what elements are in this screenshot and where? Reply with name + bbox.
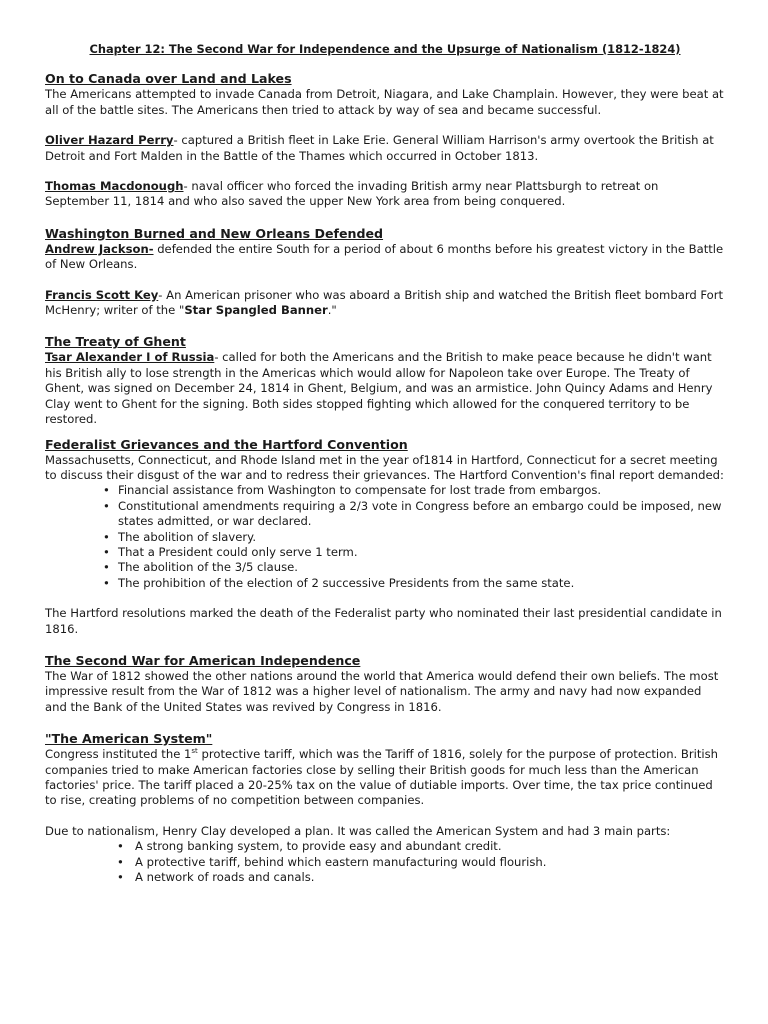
section-canada xyxy=(45,70,725,209)
term-definition-end: ." xyxy=(327,303,337,318)
term-definition: - captured a British fleet in Lake Erie. General William Harrison's army overtook the British at Detroit and Fort Malden in the Battle of the Thames which occurred in October 1813. xyxy=(45,133,714,163)
text-run: protective tariff, which was the Tariff of 1816, solely for the purpose of protection. British companies tried to make American factories close by selling their British goods for much less than the American factories' price. The tariff placed a 20-25% tax on the value of dutiable imports. Over time, the tax price continued to rise, creating problems of no competition between companies. xyxy=(45,747,719,808)
paragraph: Massachusetts, Connecticut, and Rhode Island met in the year of1814 in Hartford, Connecticut for a secret meeting to discuss their disgust of the war and to redress their grievances. The Hartford Convention's final report demanded: xyxy=(45,452,724,482)
paragraph: The Hartford resolutions marked the death of the Federalist party who nominated their last presidential candidate in 1816. xyxy=(45,606,722,636)
term-definition: defended the entire South for a period of about 6 months before his greatest victory in the Battle of New Orleans. xyxy=(45,241,724,272)
term: Oliver Hazard Perry xyxy=(45,133,174,148)
list-item: • A protective tariff, behind which eastern manufacturing would flourish. xyxy=(45,855,725,870)
list-item: • Constitutional amendments requiring a 2/3 vote in Congress before an embargo could be imposed, new states admitted, or war declared. xyxy=(45,499,725,530)
superscript: st xyxy=(191,747,198,756)
term-paragraph-key xyxy=(45,288,725,319)
list-item: • A network of roads and canals. xyxy=(45,870,725,885)
section-heading: Federalist Grievances and the Hartford Convention xyxy=(45,436,408,452)
section-ghent xyxy=(45,333,725,427)
term-definition: - An American prisoner who was aboard a British ship and watched the British fleet bombard Fort McHenry; writer of the " xyxy=(45,287,724,318)
term-paragraph-perry xyxy=(45,133,725,164)
document-page xyxy=(45,42,725,885)
term-definition: - called for both the Americans and the British to make peace because he didn't want his British ally to lose strength in the Americas which would allow for Napoleon take over Europe. The Treaty of Ghent, was signed on December 24, 1814 in Ghent, Belgium, and was an armistice. John Quincy Adams and Henry Clay went to Ghent for the signing. Both sides stopped fighting which allowed for the conquered territory to be restored. xyxy=(45,350,713,427)
section-hartford xyxy=(45,436,725,637)
chapter-title: Chapter 12: The Second War for Independence and the Upsurge of Nationalism (1812-1824) xyxy=(89,42,681,56)
list-item: • The abolition of the 3/5 clause. xyxy=(45,560,725,575)
section-heading: The Treaty of Ghent xyxy=(45,334,186,350)
song-title: Star Spangled Banner xyxy=(184,303,328,318)
term: Francis Scott Key xyxy=(45,287,159,302)
paragraph xyxy=(45,747,725,809)
section-heading: On to Canada over Land and Lakes xyxy=(45,71,292,87)
paragraph: The Americans attempted to invade Canada from Detroit, Niagara, and Lake Champlain. However, they were beat at all of the battle sites. The Americans then tried to attack by way of sea and became successful. xyxy=(45,87,724,117)
list-item: • The abolition of slavery. xyxy=(45,530,725,545)
demands-list xyxy=(45,483,725,591)
term: Tsar Alexander I of Russia xyxy=(45,350,215,365)
list-item: • The prohibition of the election of 2 successive Presidents from the same state. xyxy=(45,576,725,591)
section-second-war xyxy=(45,652,725,715)
paragraph: The War of 1812 showed the other nations around the world that America would defend their own beliefs. The most impressive result from the War of 1812 was a higher level of nationalism. The army and navy had now expanded and the Bank of the United States was revived by Congress in 1816. xyxy=(45,668,719,714)
term-paragraph-jackson xyxy=(45,242,725,273)
term: Thomas Macdonough xyxy=(45,179,184,194)
paragraph: Due to nationalism, Henry Clay developed a plan. It was called the American System and had 3 main parts: xyxy=(45,823,671,838)
term-paragraph-tsar xyxy=(45,350,725,427)
section-american-system xyxy=(45,730,725,885)
american-system-list xyxy=(45,839,725,885)
term-paragraph-macdonough xyxy=(45,179,725,210)
section-heading: The Second War for American Independence xyxy=(45,652,361,668)
text-run: Congress instituted the 1 xyxy=(45,747,192,762)
section-heading: "The American System" xyxy=(45,731,213,747)
term-definition: - naval officer who forced the invading British army near Plattsburgh to retreat on September 11, 1814 and who also saved the upper New York area from being conquered. xyxy=(45,179,659,209)
list-item: • A strong banking system, to provide easy and abundant credit. xyxy=(45,839,725,854)
list-item: • That a President could only serve 1 term. xyxy=(45,545,725,560)
term: Andrew Jackson- xyxy=(45,241,154,256)
section-heading: Washington Burned and New Orleans Defended xyxy=(45,225,384,241)
section-washington xyxy=(45,225,725,319)
list-item: • Financial assistance from Washington to compensate for lost trade from embargos. xyxy=(45,483,725,498)
